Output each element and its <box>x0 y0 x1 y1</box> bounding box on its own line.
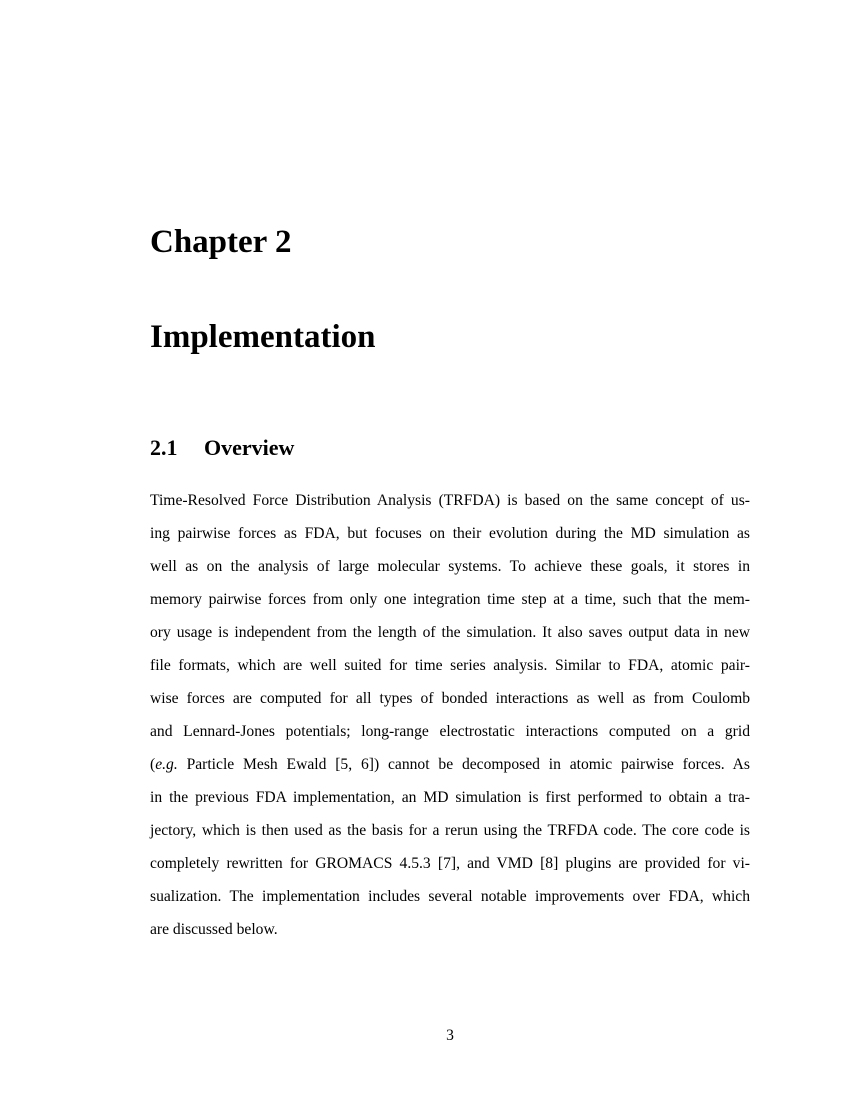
section-title: Overview <box>204 435 295 460</box>
paragraph-line: sualization. The implementation includes several notable improvements over FDA, which <box>150 888 750 905</box>
paragraph-line: Time-Resolved Force Distribution Analysis (TRFDA) is based on the same concept of us- <box>150 492 750 509</box>
paragraph-line: ing pairwise forces as FDA, but focuses on their evolution during the MD simulation as <box>150 525 750 542</box>
paragraph-line: memory pairwise forces from only one integration time step at a time, such that the mem- <box>150 591 750 608</box>
italic-abbreviation: e.g. <box>155 756 178 773</box>
paragraph-line: ory usage is independent from the length of the simulation. It also saves output data in new <box>150 624 750 641</box>
chapter-title: Implementation <box>150 319 376 355</box>
chapter-label: Chapter 2 <box>150 224 292 260</box>
paragraph-line-with-italic <box>150 751 750 784</box>
section-heading <box>150 434 294 462</box>
open-paren: ( <box>150 756 156 773</box>
paragraph-line: file formats, which are well suited for time series analysis. Similar to FDA, atomic pair- <box>150 657 750 674</box>
paragraph-line: and Lennard-Jones potentials; long-range electrostatic interactions computed on a grid <box>150 723 750 740</box>
page-number: 3 <box>446 1027 454 1044</box>
paragraph-line: wise forces are computed for all types of bonded interactions as well as from Coulomb <box>150 690 750 707</box>
paragraph-line: completely rewritten for GROMACS 4.5.3 [7], and VMD [8] plugins are provided for vi- <box>150 855 750 872</box>
paragraph-line: in the previous FDA implementation, an MD simulation is first performed to obtain a tra- <box>150 789 750 806</box>
paragraph-line: are discussed below. <box>150 921 278 938</box>
line-remainder: Particle Mesh Ewald [5, 6]) cannot be decomposed in atomic pairwise forces. As <box>177 756 750 773</box>
body-paragraph <box>150 487 750 949</box>
section-number: 2.1 <box>150 435 178 460</box>
paragraph-line: jectory, which is then used as the basis for a rerun using the TRFDA code. The core code is <box>150 822 750 839</box>
paragraph-line: well as on the analysis of large molecular systems. To achieve these goals, it stores in <box>150 558 750 575</box>
